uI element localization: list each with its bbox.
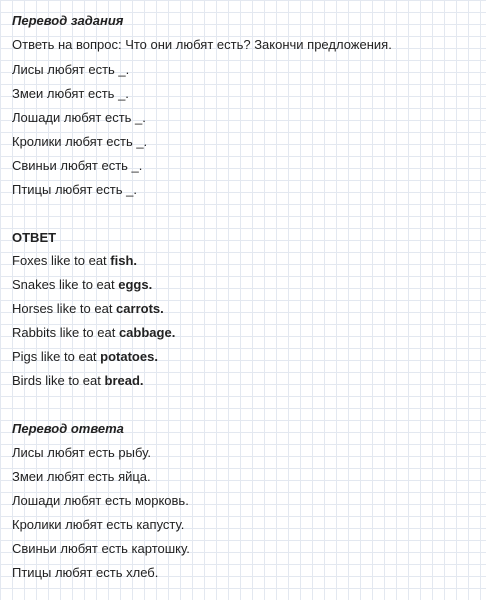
answer-prefix: Birds like to eat [12,373,105,388]
task-sentence: Кролики любят есть _. [12,134,148,149]
answer-word: carrots. [116,301,164,316]
answer-sentence [12,348,158,366]
task-sentence: Лошади любят есть _. [12,110,146,125]
answer-translation-heading: Перевод ответа [12,421,124,436]
answer-word: eggs. [118,277,153,292]
task-sentence: Змеи любят есть _. [12,86,129,101]
answer-translation-sentence: Лисы любят есть рыбу. [12,445,151,460]
task-sentence: Лисы любят есть _. [12,62,130,77]
answer-prefix: Pigs like to eat [12,349,101,364]
answer-translation-sentence: Змеи любят есть яйца. [12,469,151,484]
answer-translation-sentence: Кролики любят есть капусту. [12,517,185,532]
answer-prefix: Snakes like to eat [12,277,119,292]
answer-translation-sentence: Лошади любят есть морковь. [12,493,189,508]
answer-heading: ОТВЕТ [12,230,57,245]
answer-translation-sentence: Свиньи любят есть картошку. [12,541,190,556]
task-instruction: Ответь на вопрос: Что они любят есть? Закончи предложения. [12,37,392,52]
answer-prefix: Rabbits like to eat [12,325,119,340]
answer-word: potatoes. [100,349,158,364]
answer-translation-sentence: Птицы любят есть хлеб. [12,565,159,580]
answer-word: bread. [104,373,144,388]
answer-prefix: Foxes like to eat [12,253,111,268]
answer-word: fish. [110,253,138,268]
answer-sentence [12,372,144,390]
answer-prefix: Horses like to eat [12,301,117,316]
answer-word: cabbage. [118,325,176,340]
task-translation-heading: Перевод задания [12,13,124,28]
answer-sentence [12,252,137,270]
task-sentence: Птицы любят есть _. [12,182,137,197]
answer-sentence [12,276,152,294]
task-sentence: Свиньи любят есть _. [12,158,143,173]
answer-sentence [12,324,175,342]
answer-sentence [12,300,164,318]
